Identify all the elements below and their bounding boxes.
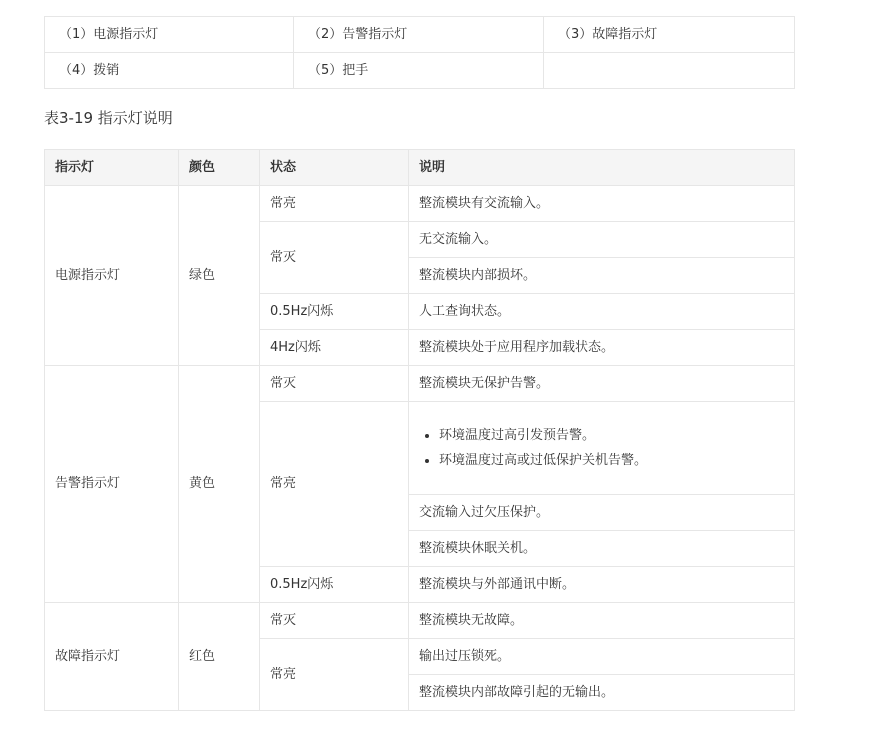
color-cell: 绿色 [179, 186, 260, 366]
list-item: • 环境温度过高引发预告警。 [439, 423, 784, 448]
header-state: 状态 [260, 150, 409, 186]
description-cell: 人工查询状态。 [409, 294, 795, 330]
state-cell: 常亮 [260, 186, 409, 222]
legend-item-fault-indicator: （3）故障指示灯 [544, 17, 795, 53]
description-cell: 整流模块与外部通讯中断。 [409, 567, 795, 603]
legend-item-power-indicator: （1）电源指示灯 [45, 17, 294, 53]
indicator-cell: 告警指示灯 [45, 366, 179, 603]
description-cell: 整流模块内部故障引起的无输出。 [409, 675, 795, 711]
header-color: 颜色 [179, 150, 260, 186]
description-cell: 整流模块休眠关机。 [409, 531, 795, 567]
table-row [45, 366, 795, 402]
state-cell: 0.5Hz闪烁 [260, 294, 409, 330]
table-row [45, 186, 795, 222]
legend-item-alarm-indicator: （2）告警指示灯 [294, 17, 544, 53]
legend-item-pull-pin: （4）拨销 [45, 53, 294, 89]
state-cell: 常灭 [260, 603, 409, 639]
indicator-cell: 电源指示灯 [45, 186, 179, 366]
legend-item-handle: （5）把手 [294, 53, 544, 89]
description-cell: 输出过压锁死。 [409, 639, 795, 675]
table-row [45, 603, 795, 639]
state-cell: 4Hz闪烁 [260, 330, 409, 366]
legend-table [44, 16, 795, 89]
legend-row [45, 17, 795, 53]
description-cell: 交流输入过欠压保护。 [409, 495, 795, 531]
description-cell: 整流模块处于应用程序加载状态。 [409, 330, 795, 366]
header-indicator: 指示灯 [45, 150, 179, 186]
bullet-list [419, 423, 784, 473]
table-header-row [45, 150, 795, 186]
description-cell: 整流模块无故障。 [409, 603, 795, 639]
description-cell: 整流模块内部损坏。 [409, 258, 795, 294]
indicator-cell: 故障指示灯 [45, 603, 179, 711]
state-cell: 常亮 [260, 402, 409, 567]
header-description: 说明 [409, 150, 795, 186]
indicator-table [44, 149, 795, 711]
state-cell: 常灭 [260, 222, 409, 294]
legend-item-empty [544, 53, 795, 89]
state-cell: 0.5Hz闪烁 [260, 567, 409, 603]
description-cell [409, 402, 795, 495]
state-cell: 常灭 [260, 366, 409, 402]
state-cell: 常亮 [260, 639, 409, 711]
table-caption: 表3-19 指示灯说明 [44, 109, 173, 127]
color-cell: 红色 [179, 603, 260, 711]
description-cell: 整流模块有交流输入。 [409, 186, 795, 222]
legend-row [45, 53, 795, 89]
list-item: • 环境温度过高或过低保护关机告警。 [439, 448, 784, 473]
color-cell: 黄色 [179, 366, 260, 603]
description-cell: 无交流输入。 [409, 222, 795, 258]
description-cell: 整流模块无保护告警。 [409, 366, 795, 402]
